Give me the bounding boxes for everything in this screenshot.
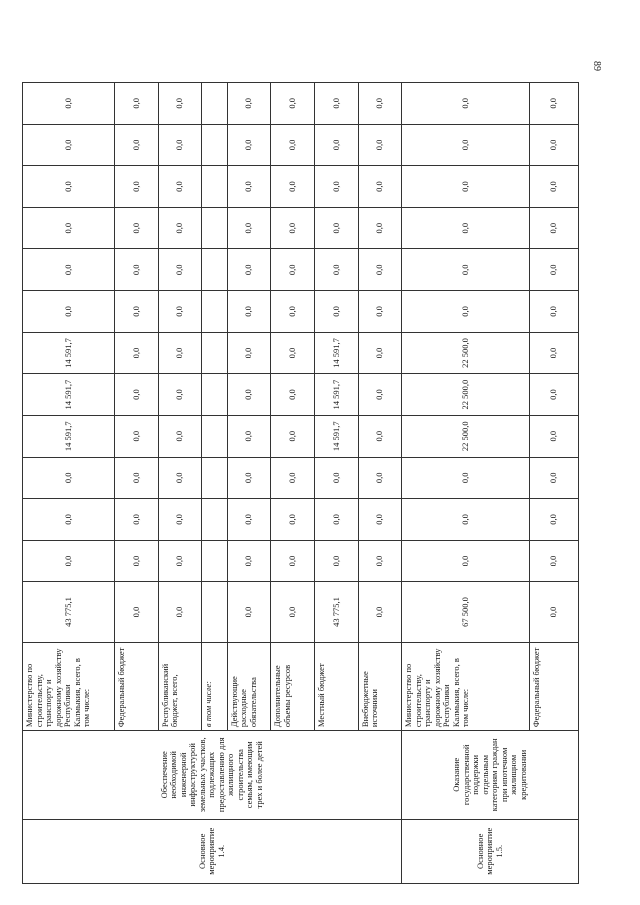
amount-cell: 0,0: [158, 166, 202, 208]
amount-cell: 0,0: [358, 332, 402, 374]
amount-cell: 0,0: [530, 374, 579, 416]
amount-cell: 0,0: [315, 291, 359, 333]
amount-cell: [202, 249, 228, 291]
amount-cell: 0,0: [271, 332, 315, 374]
amount-cell: [202, 540, 228, 582]
amount-cell: 0,0: [23, 249, 115, 291]
measure-label: Основное мероприятие 1.5.: [402, 819, 579, 883]
amount-cell: [202, 415, 228, 457]
amount-cell: 0,0: [402, 207, 530, 249]
amount-cell: 0,0: [115, 374, 159, 416]
amount-cell: 14 591,7: [315, 415, 359, 457]
amount-cell: 0,0: [158, 291, 202, 333]
amount-cell: 43 775,1: [23, 582, 115, 642]
funding-source: в том числе:: [202, 642, 228, 730]
amount-cell: [202, 166, 228, 208]
amount-cell: 0,0: [115, 582, 159, 642]
amount-cell: 0,0: [530, 291, 579, 333]
budget-table: [22, 82, 579, 884]
amount-cell: 0,0: [23, 540, 115, 582]
amount-cell: 0,0: [23, 499, 115, 541]
amount-cell: 0,0: [158, 249, 202, 291]
amount-cell: 14 591,7: [315, 332, 359, 374]
amount-cell: 22 500,0: [402, 374, 530, 416]
amount-cell: 0,0: [271, 582, 315, 642]
amount-cell: 0,0: [358, 166, 402, 208]
amount-cell: 0,0: [315, 124, 359, 166]
amount-cell: 0,0: [271, 291, 315, 333]
amount-cell: 0,0: [530, 540, 579, 582]
amount-cell: 0,0: [358, 374, 402, 416]
amount-cell: 0,0: [530, 83, 579, 125]
funding-source: Местный бюджет: [315, 642, 359, 730]
amount-cell: 0,0: [227, 124, 271, 166]
amount-cell: 0,0: [530, 582, 579, 642]
amount-cell: 0,0: [115, 457, 159, 499]
amount-cell: 0,0: [227, 499, 271, 541]
amount-cell: 0,0: [271, 415, 315, 457]
amount-cell: 0,0: [358, 540, 402, 582]
table-row: [402, 83, 530, 884]
table-row: [23, 83, 115, 884]
amount-cell: 0,0: [358, 249, 402, 291]
amount-cell: 0,0: [115, 499, 159, 541]
amount-cell: 0,0: [227, 332, 271, 374]
amount-cell: 0,0: [115, 166, 159, 208]
amount-cell: 0,0: [315, 207, 359, 249]
amount-cell: 0,0: [315, 457, 359, 499]
amount-cell: 0,0: [227, 83, 271, 125]
amount-cell: 0,0: [315, 83, 359, 125]
amount-cell: 67 500,0: [402, 582, 530, 642]
amount-cell: 0,0: [158, 124, 202, 166]
amount-cell: 0,0: [358, 207, 402, 249]
amount-cell: [202, 124, 228, 166]
funding-source: Федеральный бюджет: [115, 642, 159, 730]
page-number: 89: [591, 61, 602, 71]
amount-cell: 0,0: [227, 582, 271, 642]
amount-cell: 0,0: [227, 540, 271, 582]
amount-cell: 0,0: [227, 415, 271, 457]
amount-cell: 0,0: [23, 124, 115, 166]
measure-label: Основное мероприятие 1.4.: [23, 819, 402, 883]
amount-cell: 0,0: [115, 249, 159, 291]
amount-cell: 0,0: [158, 582, 202, 642]
amount-cell: 0,0: [227, 249, 271, 291]
amount-cell: 0,0: [530, 249, 579, 291]
amount-cell: 0,0: [315, 499, 359, 541]
amount-cell: 22 500,0: [402, 415, 530, 457]
amount-cell: [202, 499, 228, 541]
amount-cell: 0,0: [115, 332, 159, 374]
amount-cell: 0,0: [271, 83, 315, 125]
amount-cell: 0,0: [158, 374, 202, 416]
amount-cell: 14 591,7: [23, 415, 115, 457]
amount-cell: 0,0: [358, 124, 402, 166]
amount-cell: 0,0: [402, 83, 530, 125]
amount-cell: 0,0: [158, 499, 202, 541]
amount-cell: 0,0: [271, 166, 315, 208]
amount-cell: 0,0: [115, 291, 159, 333]
measure-description: Обеспечение необходимой инженерной инфраструктурой земельных участков, подлежащих предоставлению для жилищного строительства семьям, имеющим трех и более детей: [23, 731, 402, 819]
amount-cell: 0,0: [227, 291, 271, 333]
funding-source: Федеральный бюджет: [530, 642, 579, 730]
amount-cell: 0,0: [158, 457, 202, 499]
amount-cell: 0,0: [158, 540, 202, 582]
amount-cell: [202, 374, 228, 416]
funding-source: Министерство по строительству, транспорту и дорожному хозяйству Республики Калмыкия, всего, в том числе:: [23, 642, 115, 730]
amount-cell: 0,0: [358, 415, 402, 457]
funding-source: Внебюджетные источники: [358, 642, 402, 730]
amount-cell: 0,0: [271, 457, 315, 499]
amount-cell: 0,0: [227, 374, 271, 416]
funding-source: Действующие расходные обязательства: [227, 642, 271, 730]
amount-cell: 0,0: [271, 374, 315, 416]
amount-cell: 0,0: [23, 291, 115, 333]
amount-cell: [202, 457, 228, 499]
budget-table-container: [22, 82, 579, 884]
amount-cell: 0,0: [530, 457, 579, 499]
amount-cell: 0,0: [402, 291, 530, 333]
amount-cell: 0,0: [115, 124, 159, 166]
amount-cell: 0,0: [23, 166, 115, 208]
amount-cell: 14 591,7: [23, 374, 115, 416]
amount-cell: 0,0: [402, 124, 530, 166]
amount-cell: 22 500,0: [402, 332, 530, 374]
amount-cell: 0,0: [115, 415, 159, 457]
amount-cell: 0,0: [227, 207, 271, 249]
amount-cell: [202, 332, 228, 374]
amount-cell: 0,0: [271, 249, 315, 291]
amount-cell: 0,0: [158, 415, 202, 457]
amount-cell: 14 591,7: [315, 374, 359, 416]
amount-cell: 0,0: [358, 499, 402, 541]
amount-cell: 0,0: [115, 207, 159, 249]
funding-source: Дополнительные объемы ресурсов: [271, 642, 315, 730]
amount-cell: 0,0: [530, 166, 579, 208]
amount-cell: 0,0: [530, 332, 579, 374]
amount-cell: 0,0: [530, 207, 579, 249]
amount-cell: 0,0: [402, 499, 530, 541]
measure-description: Оказание государственной поддержки отдельным категориям граждан при ипотечном жилищном кредитовании: [402, 731, 579, 819]
amount-cell: 0,0: [23, 207, 115, 249]
amount-cell: [202, 582, 228, 642]
amount-cell: 0,0: [402, 166, 530, 208]
amount-cell: 0,0: [402, 249, 530, 291]
amount-cell: [202, 291, 228, 333]
amount-cell: [202, 83, 228, 125]
amount-cell: 0,0: [358, 582, 402, 642]
amount-cell: 0,0: [271, 124, 315, 166]
amount-cell: 0,0: [530, 499, 579, 541]
amount-cell: 0,0: [402, 457, 530, 499]
amount-cell: 0,0: [227, 166, 271, 208]
amount-cell: 0,0: [315, 540, 359, 582]
amount-cell: 0,0: [358, 291, 402, 333]
amount-cell: 0,0: [271, 540, 315, 582]
amount-cell: 0,0: [271, 499, 315, 541]
amount-cell: 0,0: [315, 166, 359, 208]
funding-source: Министерство по строительству, транспорту и дорожному хозяйству Республики Калмыкия, всего, в том числе:: [402, 642, 530, 730]
amount-cell: 0,0: [358, 83, 402, 125]
amount-cell: 0,0: [358, 457, 402, 499]
amount-cell: 0,0: [271, 207, 315, 249]
funding-source: Республиканский бюджет, всего,: [158, 642, 202, 730]
amount-cell: 43 775,1: [315, 582, 359, 642]
amount-cell: 0,0: [530, 415, 579, 457]
amount-cell: 14 591,7: [23, 332, 115, 374]
amount-cell: 0,0: [315, 249, 359, 291]
amount-cell: 0,0: [23, 83, 115, 125]
amount-cell: 0,0: [158, 332, 202, 374]
amount-cell: 0,0: [402, 540, 530, 582]
amount-cell: 0,0: [115, 83, 159, 125]
amount-cell: 0,0: [115, 540, 159, 582]
amount-cell: [202, 207, 228, 249]
amount-cell: 0,0: [158, 207, 202, 249]
amount-cell: 0,0: [23, 457, 115, 499]
amount-cell: 0,0: [227, 457, 271, 499]
budget-table-body: [23, 83, 579, 884]
amount-cell: 0,0: [530, 124, 579, 166]
amount-cell: 0,0: [158, 83, 202, 125]
